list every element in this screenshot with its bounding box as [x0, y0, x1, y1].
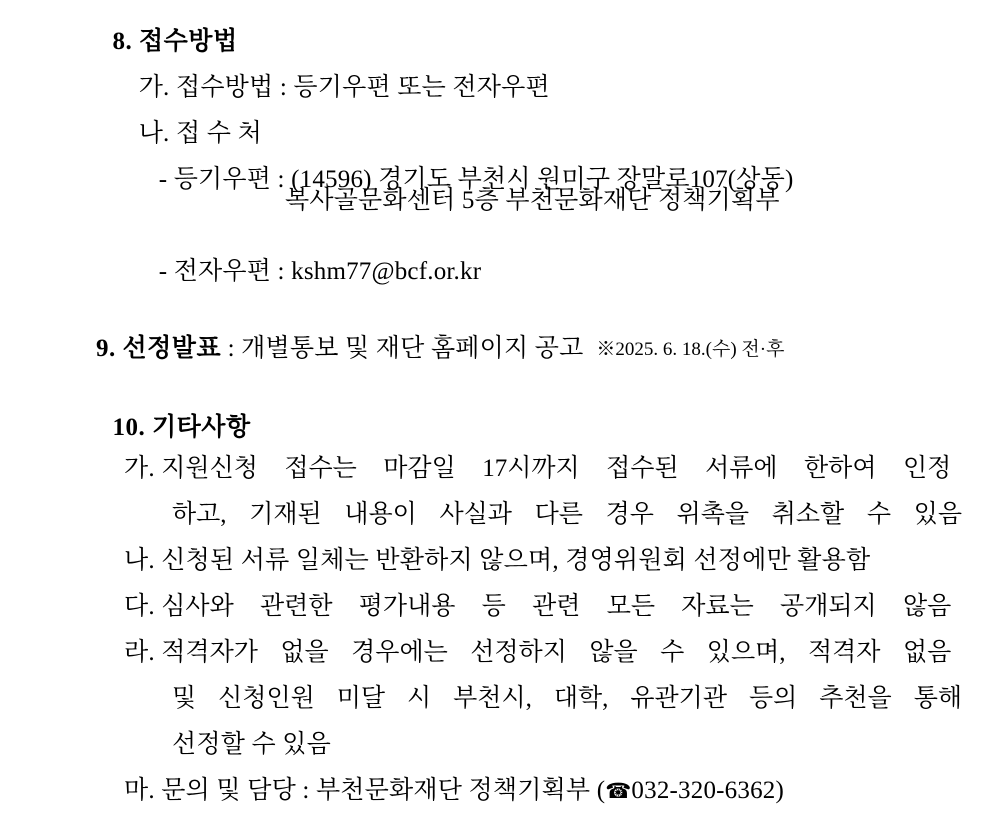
section-8-item-a-text: 접수방법 : 등기우편 또는 전자우편 — [175, 74, 550, 101]
section-8-item-b-label: 나. — [138, 120, 170, 147]
section-8-address-line-2 — [0, 188, 1000, 213]
section-10-title: 기타사항 — [152, 414, 251, 441]
section-10-item-b-label: 나. — [124, 547, 155, 574]
section-10-item-a-label: 가. — [124, 455, 155, 482]
section-9-note: ※2025. 6. 18.(수) 전·후 — [596, 339, 785, 360]
dash-marker: - — [158, 166, 168, 193]
section-8-item-a-label: 가. — [138, 74, 170, 101]
section-10-item-d-label: 라. — [124, 639, 155, 666]
section-10-number: 10. — [112, 414, 146, 441]
section-8-title: 접수방법 — [139, 28, 238, 55]
section-9-title: 선정발표 — [122, 335, 222, 362]
section-8-address-text: 등기우편 : (14596) 경기도 부천시 원미구 장말로107(상동) — [173, 166, 794, 193]
telephone-icon: ☎ — [605, 779, 632, 803]
section-8-email-line — [0, 234, 1000, 309]
section-8-number: 8. — [112, 28, 133, 55]
section-10-item-e-line1: 문의 및 담당 : 부천문화재단 정책기획부 ( — [161, 777, 606, 804]
section-10-item-e-phone: 032-320-6362) — [631, 777, 784, 804]
dash-marker: - — [158, 258, 168, 285]
section-8-item-b-text: 접 수 처 — [175, 120, 262, 147]
section-9 — [0, 320, 1000, 377]
section-10-item-e-label: 마. — [124, 777, 155, 804]
section-10-item-a-line2: 하고, 기재된 내용이 사실과 다른 경우 위촉을 취소할 수 있음 — [172, 501, 962, 528]
section-10-item-d-line3: 선정할 수 있음 — [172, 731, 332, 758]
section-10-item-d-line2: 및 신청인원 미달 시 부천시, 대학, 유관기관 등의 추천을 통해 — [172, 685, 962, 712]
section-8-address-text-2: 복사골문화센터 5층 부천문화재단 정책기획부 — [285, 187, 780, 214]
section-8-email-text: 전자우편 : kshm77@bcf.or.kr — [173, 258, 482, 285]
section-9-text: : 개별통보 및 재단 홈페이지 공고 — [227, 335, 584, 362]
section-10-item-a-line1: 지원신청 접수는 마감일 17시까지 접수된 서류에 한하여 인정 — [161, 455, 952, 482]
section-10-item-c-label: 다. — [124, 593, 155, 620]
section-10-item-c-line1: 심사와 관련한 평가내용 등 관련 모든 자료는 공개되지 않음 — [161, 593, 952, 620]
section-10-item-d-line1: 적격자가 없을 경우에는 선정하지 않을 수 있으며, 적격자 없음 — [161, 639, 952, 666]
section-10-item-b-line1: 신청된 서류 일체는 반환하지 않으며, 경영위원회 선정에만 활용함 — [161, 547, 871, 574]
section-10-item-e — [0, 762, 1000, 819]
section-9-number: 9. — [96, 335, 116, 362]
